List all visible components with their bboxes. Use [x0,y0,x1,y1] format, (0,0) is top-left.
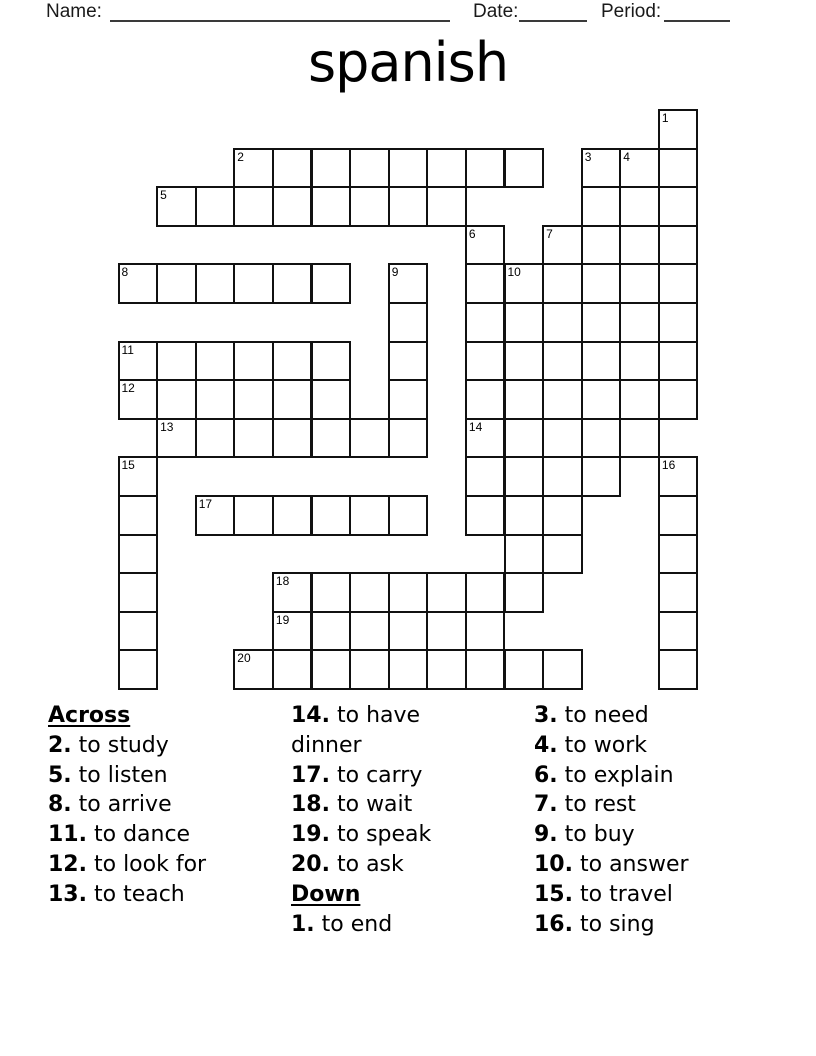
cell-number: 6 [468,226,476,241]
clue-number: 7. [534,792,558,818]
date-label: Date: [473,1,519,22]
grid-cell[interactable] [581,418,622,459]
grid-cell[interactable] [542,225,583,266]
clue-number: 17. [291,762,330,788]
cell-number: 7 [546,226,553,241]
cell-number: 15 [121,458,135,473]
grid-cell[interactable] [465,456,506,497]
grid-cell[interactable] [658,341,699,382]
grid-cell[interactable] [272,495,313,536]
clue-item [48,880,288,910]
grid-cell[interactable] [658,649,699,690]
grid-cell[interactable] [581,341,622,382]
cell-number: 4 [623,149,630,164]
grid-cell[interactable] [156,341,197,382]
grid-cell[interactable] [465,341,506,382]
clue-number: 9. [534,822,558,848]
clue-number: 20. [291,851,330,877]
grid-cell[interactable] [118,649,159,690]
grid-cell[interactable] [311,379,352,420]
grid-cell[interactable] [658,572,699,613]
grid-cell[interactable] [349,649,390,690]
grid-cell[interactable] [311,495,352,536]
grid-cell[interactable] [272,186,313,227]
period-label: Period: [601,1,662,22]
cell-number: 10 [507,265,521,280]
clue-item [48,790,288,820]
grid-cell[interactable] [542,418,583,459]
grid-cell[interactable] [619,302,660,343]
grid-cell[interactable] [156,186,197,227]
clue-text: to travel [579,881,673,907]
grid-cell[interactable] [504,341,545,382]
clue-text: to rest [564,792,636,818]
grid-cell[interactable] [233,418,274,459]
cell-number: 13 [160,419,174,434]
grid-cell[interactable] [619,418,660,459]
clue-number: 14. [291,703,330,728]
grid-cell[interactable] [118,456,159,497]
grid-cell[interactable] [311,649,352,690]
grid-cell[interactable] [118,341,159,382]
grid-cell[interactable] [542,341,583,382]
clue-text: to have dinner [291,703,421,758]
grid-cell[interactable] [195,495,236,536]
grid-cell[interactable] [581,379,622,420]
grid-cell[interactable] [465,418,506,459]
clue-item [291,790,473,820]
clue-text: to carry [336,762,423,788]
clue-number: 11. [48,822,87,848]
clue-text: to buy [564,822,635,848]
grid-cell[interactable] [619,225,660,266]
grid-cell[interactable] [388,341,429,382]
grid-cell[interactable] [542,534,583,575]
grid-cell[interactable] [426,186,467,227]
cell-number: 2 [237,149,244,164]
clue-item [48,850,288,880]
grid-cell[interactable] [658,534,699,575]
grid-cell[interactable] [311,341,352,382]
grid-cell[interactable] [195,379,236,420]
grid-cell[interactable] [156,418,197,459]
clue-text: to wait [336,792,413,818]
clue-item [534,731,800,761]
grid-cell[interactable] [272,649,313,690]
grid-cell[interactable] [426,649,467,690]
clue-item [291,761,473,791]
grid-cell[interactable] [465,379,506,420]
grid-cell[interactable] [542,379,583,420]
grid-cell[interactable] [272,148,313,189]
clue-item [291,701,473,761]
page-title: spanish [307,31,509,94]
clue-number: 19. [291,822,330,848]
grid-cell[interactable] [233,263,274,304]
grid-cell[interactable] [619,379,660,420]
grid-cell[interactable] [311,418,352,459]
grid-cell[interactable] [542,495,583,536]
grid-cell[interactable] [272,341,313,382]
grid-cell[interactable] [388,611,429,652]
grid-cell[interactable] [465,611,506,652]
grid-cell[interactable] [195,186,236,227]
grid-cell[interactable] [426,611,467,652]
clue-number: 5. [48,762,72,788]
cell-number: 12 [121,381,135,396]
grid-cell[interactable] [388,418,429,459]
grid-cell[interactable] [349,148,390,189]
clue-number: 10. [534,851,573,877]
grid-cell[interactable] [581,225,622,266]
cell-number: 17 [198,497,213,511]
clue-text: to look for [93,851,207,877]
grid-cell[interactable] [581,456,622,497]
clue-text: to speak [336,822,432,848]
name-label: Name: [46,1,102,22]
grid-cell[interactable] [156,263,197,304]
grid-cell[interactable] [195,263,236,304]
clue-item [534,910,800,940]
grid-cell[interactable] [349,495,390,536]
grid-cell[interactable] [233,148,274,189]
cell-number: 5 [160,188,167,203]
grid-cell[interactable] [311,186,352,227]
clue-text: to sing [579,911,655,937]
grid-cell[interactable] [272,572,313,613]
grid-cell[interactable] [388,263,429,304]
grid-cell[interactable] [233,186,274,227]
clue-item [48,820,288,850]
clue-item [48,731,288,761]
grid-cell[interactable] [156,379,197,420]
clue-item [534,701,800,731]
clue-number: 6. [534,762,558,788]
grid-cell[interactable] [504,572,545,613]
clue-column [291,701,473,939]
cell-number: 3 [584,149,592,164]
grid-cell[interactable] [581,302,622,343]
grid-cell[interactable] [504,302,545,343]
grid-cell[interactable] [542,302,583,343]
clue-item [534,850,800,880]
clue-number: 1. [291,911,315,937]
clue-number: 15. [534,881,573,907]
grid-cell[interactable] [388,302,429,343]
grid-cell[interactable] [581,186,622,227]
grid-cell[interactable] [388,379,429,420]
clue-item [534,820,800,850]
grid-cell[interactable] [504,379,545,420]
grid-cell[interactable] [619,263,660,304]
grid-cell[interactable] [311,148,352,189]
clue-list-header: Across [48,703,131,728]
grid-cell[interactable] [581,263,622,304]
clue-item [534,761,800,791]
clue-text: to arrive [78,792,172,818]
grid-cell[interactable] [465,572,506,613]
grid-cell[interactable] [465,649,506,690]
grid-cell[interactable] [658,379,699,420]
clue-column [534,701,800,939]
clue-text: to need [564,703,649,728]
grid-cell[interactable] [619,341,660,382]
cell-number: 19 [275,612,290,627]
cell-number: 16 [661,458,676,473]
clue-number: 13. [48,881,87,907]
grid-cell[interactable] [465,225,506,266]
grid-cell[interactable] [311,572,352,613]
grid-cell[interactable] [542,263,583,304]
grid-cell[interactable] [311,611,352,652]
clue-number: 2. [48,732,72,758]
grid-cell[interactable] [349,572,390,613]
clue-text: to work [564,732,647,758]
cell-number: 20 [237,651,251,666]
grid-cell[interactable] [658,109,699,150]
grid-cell[interactable] [118,263,159,304]
clue-text: to study [78,732,169,758]
grid-cell[interactable] [504,148,545,189]
grid-cell[interactable] [233,649,274,690]
grid-cell[interactable] [272,611,313,652]
clue-list-header: Down [291,881,361,907]
grid-cell[interactable] [118,611,159,652]
clue-number: 4. [534,732,558,758]
grid-cell[interactable] [658,263,699,304]
grid-cell[interactable] [233,341,274,382]
grid-cell[interactable] [388,649,429,690]
grid-cell[interactable] [349,418,390,459]
grid-cell[interactable] [233,379,274,420]
grid-cell[interactable] [465,495,506,536]
clue-text: to end [321,911,393,937]
grid-cell[interactable] [504,649,545,690]
grid-cell[interactable] [388,495,429,536]
clue-text: to explain [564,762,674,788]
clue-text: to dance [93,822,191,848]
grid-cell[interactable] [504,534,545,575]
grid-cell[interactable] [465,148,506,189]
grid-cell[interactable] [658,611,699,652]
grid-cell[interactable] [118,495,159,536]
grid-cell[interactable] [349,186,390,227]
grid-cell[interactable] [388,572,429,613]
clue-item [48,761,288,791]
grid-cell[interactable] [195,418,236,459]
grid-cell[interactable] [658,302,699,343]
grid-cell[interactable] [388,148,429,189]
grid-cell[interactable] [619,186,660,227]
grid-cell[interactable] [504,456,545,497]
grid-cell[interactable] [658,148,699,189]
grid-cell[interactable] [426,572,467,613]
clue-number: 3. [534,703,558,728]
clue-text: to listen [78,762,168,788]
clue-text: to ask [336,851,404,877]
grid-cell[interactable] [465,263,506,304]
grid-cell[interactable] [272,263,313,304]
grid-cell[interactable] [619,148,660,189]
grid-cell[interactable] [272,418,313,459]
cell-number: 11 [121,342,134,357]
grid-cell[interactable] [233,495,274,536]
clue-number: 16. [534,911,573,937]
grid-cell[interactable] [388,186,429,227]
clue-number: 8. [48,792,72,818]
grid-cell[interactable] [658,456,699,497]
clue-text: to answer [579,851,689,877]
clue-item [534,790,800,820]
grid-cell[interactable] [118,379,159,420]
grid-cell[interactable] [542,456,583,497]
clue-item [291,910,473,940]
cell-number: 18 [275,574,290,589]
clue-item [291,850,473,880]
clue-number: 18. [291,792,330,818]
clue-item [291,820,473,850]
grid-cell[interactable] [658,495,699,536]
grid-cell[interactable] [504,418,545,459]
cell-number: 9 [391,265,399,280]
grid-cell[interactable] [504,263,545,304]
cell-number: 8 [121,265,129,280]
grid-cell[interactable] [195,341,236,382]
cell-number: 1 [661,111,669,125]
grid-cell[interactable] [118,534,159,575]
grid-cell[interactable] [118,572,159,613]
clue-number: 12. [48,851,87,877]
grid-cell[interactable] [272,379,313,420]
grid-cell[interactable] [311,263,352,304]
cell-number: 14 [468,419,483,434]
grid-cell[interactable] [658,225,699,266]
grid-cell[interactable] [581,148,622,189]
grid-cell[interactable] [465,302,506,343]
clue-text: to teach [93,881,185,907]
grid-cell[interactable] [349,611,390,652]
clue-column [48,701,288,910]
clue-item [534,880,800,910]
grid-cell[interactable] [504,495,545,536]
grid-cell[interactable] [658,186,699,227]
grid-cell[interactable] [426,148,467,189]
grid-cell[interactable] [542,649,583,690]
